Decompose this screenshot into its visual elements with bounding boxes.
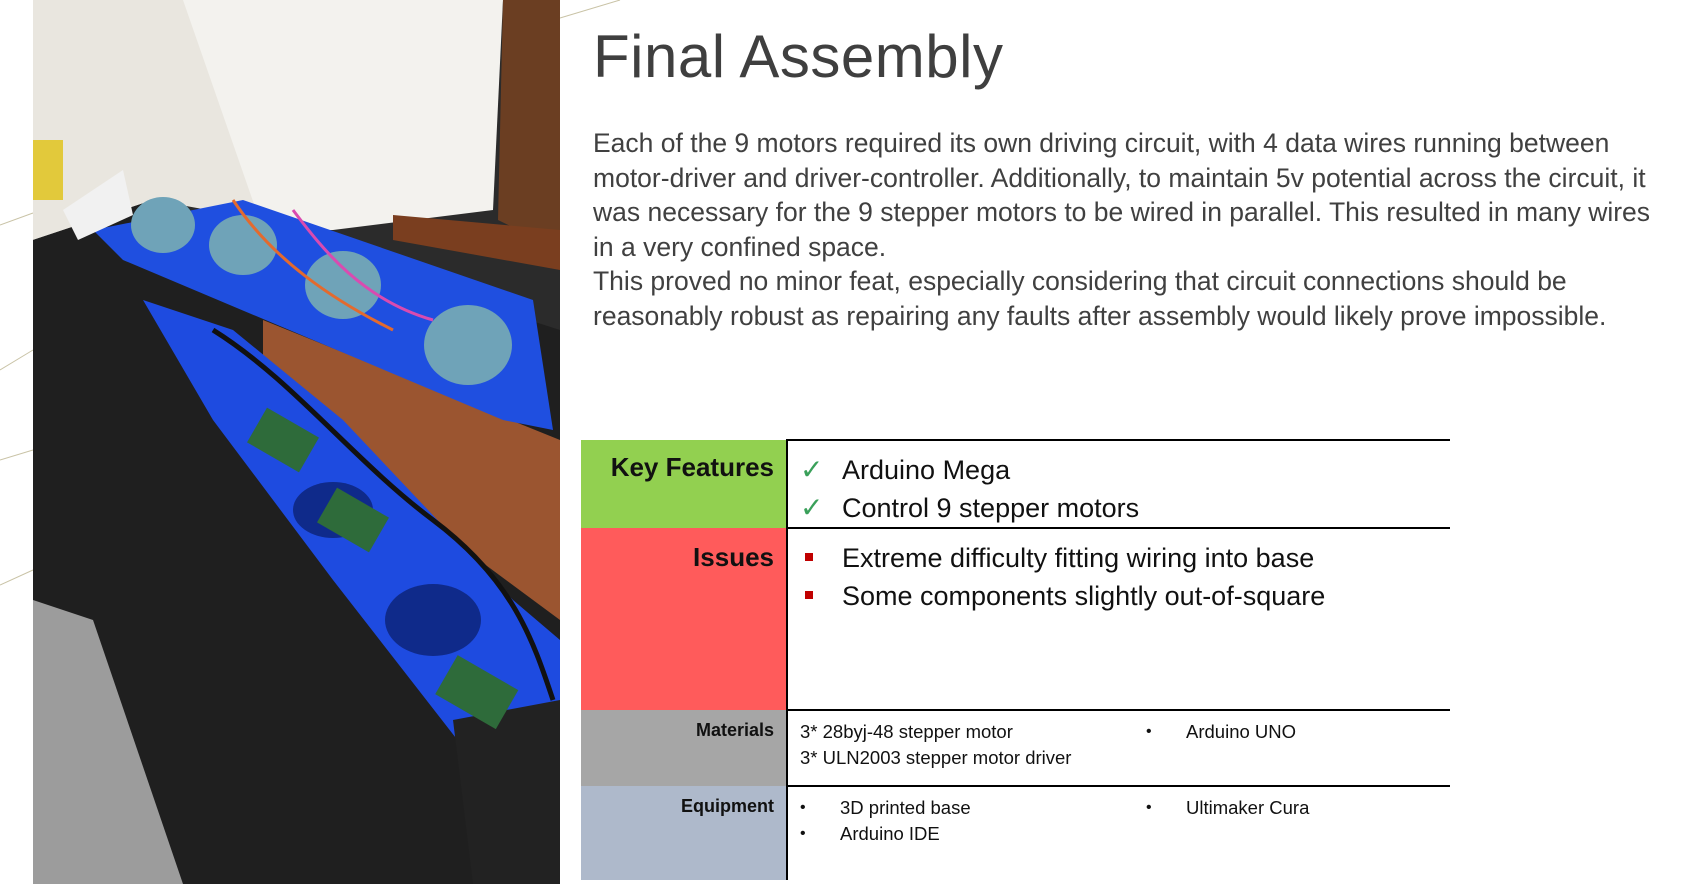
issues-list <box>788 529 1450 615</box>
red-square-icon <box>805 591 813 599</box>
issues-cell <box>787 528 1450 710</box>
key-features-list <box>788 441 1450 527</box>
equipment-col-1 <box>800 795 1146 847</box>
slide-title: Final Assembly <box>593 23 1004 90</box>
assembly-photo <box>33 0 560 884</box>
issues-row <box>581 528 1450 710</box>
equipment-col-2 <box>1146 795 1309 847</box>
list-item: • 3D printed base <box>800 795 1146 821</box>
key-features-cell <box>787 440 1450 528</box>
key-features-row <box>581 440 1450 528</box>
list-item: • Ultimaker Cura <box>1146 795 1309 821</box>
list-item: Some components slightly out-of-square <box>800 577 1450 615</box>
body-text <box>593 126 1678 333</box>
list-item: Extreme difficulty fitting wiring into base <box>800 539 1450 577</box>
list-item: ✓ Arduino Mega <box>800 451 1450 489</box>
list-item: 3* ULN2003 stepper motor driver <box>800 747 1072 768</box>
body-paragraph-2: This proved no minor feat, especially considering that circuit connections should be reasonably robust as repairing any faults after assembly would likely prove impossible. <box>593 266 1607 331</box>
list-item: ✓ Control 9 stepper motors <box>800 489 1450 527</box>
equipment-row <box>581 786 1450 880</box>
equipment-cell <box>787 786 1450 880</box>
assembly-summary-table <box>581 439 1450 880</box>
red-square-icon <box>805 553 813 561</box>
materials-row <box>581 710 1450 786</box>
body-paragraph-1: Each of the 9 motors required its own driving circuit, with 4 data wires running between motor-driver and driver-controller. Additionally, to maintain 5v potential across the circuit, it was necessary for the 9 stepper motors to be wired in parallel. This resulted in many wires in a very confined space. <box>593 128 1651 262</box>
key-features-label: Key Features <box>581 440 787 528</box>
materials-label: Materials <box>581 710 787 786</box>
list-item: • Arduino UNO <box>1146 719 1296 745</box>
check-icon: ✓ <box>800 492 824 523</box>
materials-cell <box>787 710 1450 786</box>
equipment-label: Equipment <box>581 786 787 880</box>
materials-col-2 <box>1146 719 1296 771</box>
list-item: • Arduino IDE <box>800 821 1146 847</box>
issues-label: Issues <box>581 528 787 710</box>
list-item: 3* 28byj-48 stepper motor <box>800 721 1013 742</box>
materials-col-1 <box>800 719 1146 771</box>
check-icon: ✓ <box>800 454 824 485</box>
